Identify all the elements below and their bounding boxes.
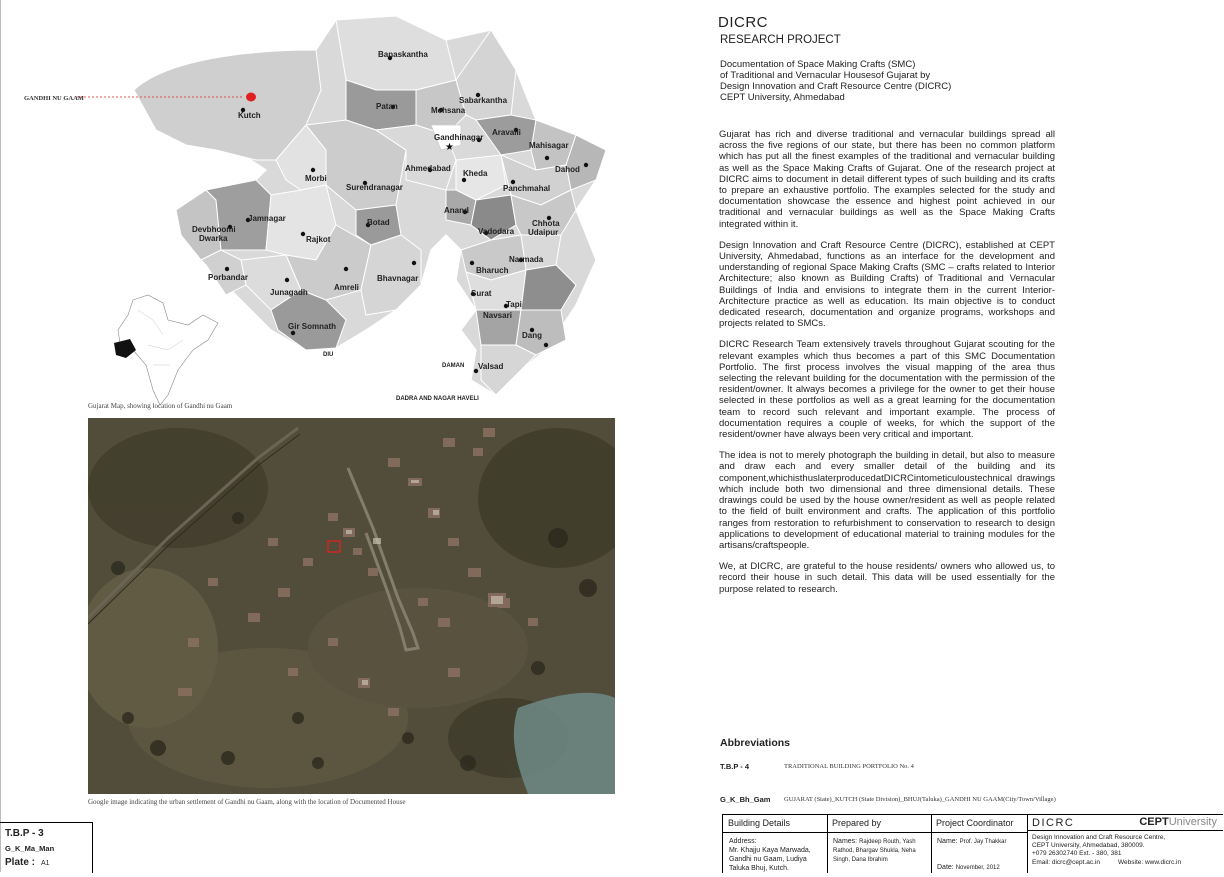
contact-line: Design Innovation and Craft Resource Centre, — [1032, 834, 1166, 841]
map-caption: Gujarat Map, showing location of Gandhi nu Gaam — [88, 402, 233, 410]
abbreviation-code: G_K_Bh_Gam — [720, 795, 771, 804]
address-line: Taluka Bhuj, Kutch. — [729, 865, 789, 872]
coordinator-name — [931, 833, 1027, 850]
label-kheda: Kheda — [463, 169, 488, 178]
paragraph: DICRC Research Team extensively travels throughout Gujarat scouting for the relevant examples which thus becomes a part of this SMC Documentation Portfolio. The first process involves the visual mapping of the area thus selecting the relevant building for the documentation with the permission of the resident/owner. It always becomes a privilege for the owner to get their house selected in these portfolios as well as a great learning for the documentation team to record such relevant and important example. The process of documentation requires a couple of weeks, for which the support of the resident/owner have always been very critical and important. — [719, 339, 1055, 441]
prepared-by-heading: Prepared by — [827, 815, 931, 833]
label-gir-somnath: Gir Somnath — [288, 322, 337, 331]
satellite-caption: Google image indicating the urban settlement of Gandhi nu Gaam, along with the location of Documented House — [88, 798, 406, 806]
cept-divider — [1027, 830, 1223, 831]
label-morbi: Morbi — [305, 174, 327, 183]
paragraph: Gujarat has rich and diverse traditional and vernacular buildings spread all across the five regions of our state, but there has been no common platform which has put all the finest examples of the traditional and vernacular building as well as the Space Making Crafts of Gujarat. One of the research project at DICRC aims to document in detail different types of such building and its crafts to prepare an exhaustive portfolio. The examples selected for the study and documentation showcase the essence and highest point achieved in our traditional and vernacular buildings as well as the Space Making Crafts integrated within it. — [719, 129, 1055, 230]
label-botad: Botad — [367, 218, 390, 227]
label-ahmedabad: Ahmedabad — [405, 164, 451, 173]
svg-text:Dwarka: Dwarka — [199, 234, 228, 243]
label-gandhinagar: Gandhinagar — [434, 133, 484, 142]
intro-line: Documentation of Space Making Crafts (SMC) — [720, 59, 916, 70]
label-aravalli: Aravalli — [492, 128, 521, 137]
plate-label: Plate : — [5, 857, 36, 868]
label-dahod: Dahod — [555, 165, 580, 174]
label-kutch: Kutch — [238, 111, 261, 120]
abbreviation-desc: TRADITIONAL BUILDING PORTFOLIO No. 4 — [784, 763, 914, 770]
gujarat-highlight — [114, 339, 136, 358]
cept-contact — [1032, 834, 1181, 867]
label-junagadh: Junagadh — [270, 288, 308, 297]
names-label: Names: — [833, 838, 858, 845]
contact-line: CEPT University, Ahmedabad, 380009. — [1032, 842, 1145, 850]
cept-cell — [1027, 815, 1223, 873]
satellite-image — [88, 418, 615, 794]
date-label: Date: — [937, 864, 954, 871]
label-amreli: Amreli — [334, 283, 359, 292]
building-details-heading: Building Details — [723, 815, 827, 833]
label-navsari: Navsari — [483, 311, 512, 320]
label-surat: Surat — [471, 289, 492, 298]
plate-tbp: T.B.P - 3 — [5, 828, 44, 839]
cept-logo — [1139, 816, 1217, 828]
paragraph: The idea is not to merely photograph the building in detail, but also to measure and draw each and every smaller detail of the building and its component,whichisthuslaterproducedatDICRCintometiculoustechnical drawings which include both two dimensional and three dimensional details. These drawings could be used by the house owner/resident as well as people related to the field of built environment and crafts. The application of this portfolio ranges from restoration to refurbishment to conservation to research to design applications to development of educational material to training modules for the artisans/craftspeople. — [719, 450, 1055, 551]
label-rajkot: Rajkot — [306, 235, 331, 244]
contact-website: Website: www.dicrc.in — [1118, 858, 1182, 866]
abbreviations-title: Abbreviations — [720, 737, 791, 749]
gujarat-map — [16, 10, 626, 410]
label-bharuch: Bharuch — [476, 266, 509, 275]
label-porbandar: Porbandar — [208, 273, 249, 282]
india-inset-map — [114, 295, 218, 405]
label-surendranagar: Surendranagar — [346, 183, 403, 192]
intro-line: of Traditional and Vernacular Housesof Gujarat by — [720, 70, 931, 81]
label-narmada: Narmada — [509, 255, 544, 264]
abbreviation-desc: GUJARAT (State)_KUTCH (State Division)_BHUJ(Taluka)_GANDHI NU GAAM(City/Town/Village) — [784, 796, 1056, 803]
label-sabarkantha: Sabarkantha — [459, 96, 508, 105]
prepared-by-names — [827, 833, 931, 868]
cept-logo-light: University — [1168, 816, 1217, 828]
abbreviation-code: T.B.P - 4 — [720, 762, 750, 771]
contact-email: Email: dicrc@cept.ac.in — [1032, 858, 1101, 866]
plate-value: A1 — [41, 860, 50, 867]
address-line: Mr. Khajju Kaya Marwada, — [729, 847, 811, 854]
coordinator-date — [931, 859, 1006, 876]
label-vadodara: Vadodara — [478, 227, 515, 236]
dicrc-logo: DICRC — [1032, 817, 1075, 829]
label-anand: Anand — [444, 206, 469, 215]
name-label: Name: — [937, 838, 958, 845]
water-body — [514, 693, 615, 794]
intro-line: Design Innovation and Craft Resource Centre (DICRC) — [720, 81, 952, 92]
address-label: Address: — [729, 838, 757, 845]
org-title: DICRC — [718, 14, 768, 31]
label-panchmahal: Panchmahal — [503, 184, 551, 193]
page-edge — [0, 0, 1, 872]
label-chhota-udaipur — [528, 219, 560, 237]
intro-line: CEPT University, Ahmedabad — [720, 92, 845, 103]
label-diu: DIU — [323, 352, 334, 358]
label-dadra-nagar-haveli: DADRA AND NAGAR HAVELI — [396, 396, 479, 402]
svg-text:Udaipur: Udaipur — [528, 228, 559, 237]
cept-logo-bold: CEPT — [1139, 816, 1169, 828]
location-marker-icon — [246, 93, 256, 102]
plate-box — [0, 822, 93, 873]
label-mahisagar: Mahisagar — [529, 141, 569, 150]
contact-line: +079 26302740 Ext. - 380, 381 — [1032, 850, 1122, 858]
research-project-title: RESEARCH PROJECT — [720, 34, 841, 46]
plate-number — [5, 857, 50, 868]
building-details-cell — [723, 815, 828, 873]
svg-text:Chhota: Chhota — [532, 219, 560, 228]
body-text — [719, 129, 1055, 605]
label-tapi: Tapi — [506, 300, 522, 309]
title-block — [722, 814, 1223, 873]
project-intro — [720, 59, 1050, 103]
names-list: Rajdeep Routh, Yash Rathod, Bhargav Shukla, Neha Singh, Dana Ibrahim — [833, 839, 916, 863]
contact-web-row — [1032, 859, 1181, 867]
coordinator-cell — [931, 815, 1028, 873]
capital-star-icon: ★ — [445, 142, 454, 153]
coordinator-heading: Project Coordinator — [931, 815, 1027, 833]
svg-text:Devbhoomi: Devbhoomi — [192, 225, 236, 234]
paragraph: Design Innovation and Craft Resource Centre (DICRC), established at CEPT University, Ahmedabad, functions as an interface for the development and understanding of regional Space Making Crafts (SMC – crafts related to Interior Architecture; also known as Building Crafts) of Traditional and Vernacular Buildings of India and envisions to integrate them in the current Interior-Architecture practice as well as education. Its main objective is to conduct dedicated research, documentation and organize programs, workshops and projects related to SMCs. — [719, 239, 1055, 330]
label-daman: DAMAN — [442, 363, 465, 369]
label-jamnagar: Jamnagar — [248, 214, 286, 223]
satellite-svg — [88, 418, 615, 794]
label-banaskantha: Banaskantha — [378, 50, 428, 59]
plate-code: G_K_Ma_Man — [5, 844, 55, 853]
address-line: Gandhi nu Gaam, Ludiya — [729, 856, 807, 863]
coordinator-value: Prof. Jay Thakkar — [959, 839, 1007, 845]
gujarat-map-svg — [16, 10, 626, 410]
label-mehsana: Mehsana — [431, 106, 466, 115]
label-patan: Patan — [376, 102, 398, 111]
date-value: November, 2012 — [955, 865, 1000, 871]
label-dang: Dang — [522, 331, 542, 340]
paragraph: We, at DICRC, are grateful to the house residents/ owners who allowed us, to record their house in such detail. This data will be used essentially for the purpose related to research. — [719, 561, 1055, 595]
building-address — [723, 833, 827, 877]
label-valsad: Valsad — [478, 362, 504, 371]
label-bhavnagar: Bhavnagar — [377, 274, 419, 283]
marker-label: GANDHI NU GAAM — [24, 95, 84, 102]
prepared-by-cell — [827, 815, 932, 873]
